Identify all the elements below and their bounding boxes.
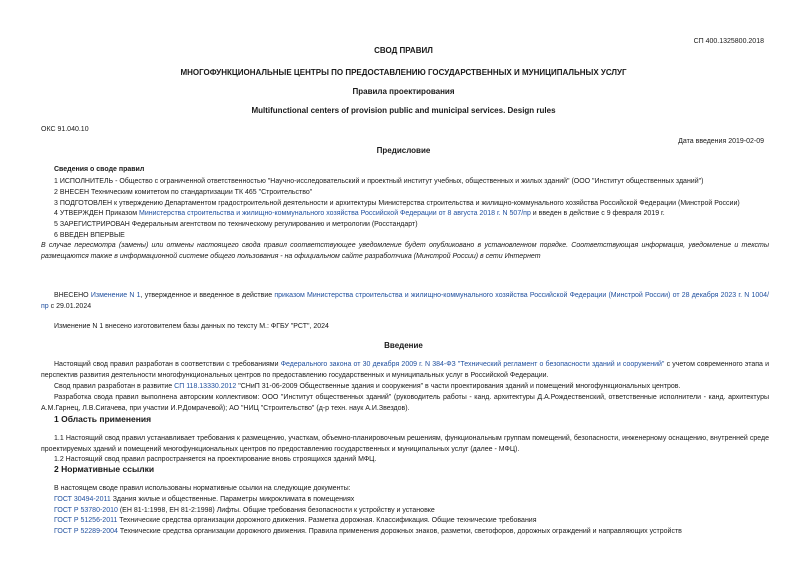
section-1-paragraph-2: 1.2 Настоящий свод правил распространяется на проектирование вновь строящихся зданий МФЦ. bbox=[54, 456, 377, 463]
preface-note: В случае пересмотра (замены) или отмены настоящего свода правил соответствующее уведомление будет опубликовано в установленном порядке. Соответствующая информация, уведомление и тексты размещаются также в информационной системе общего пользования - на официальном сайте разработчика (Минстрой России) в сети Интернет bbox=[41, 242, 769, 260]
doc-type-title: СВОД ПРАВИЛ bbox=[374, 46, 433, 55]
normative-ref-3: ГОСТ Р 51256-2011 Технические средства организации дорожного движения. Разметка дорожная. Классификация. Общие технические требования bbox=[54, 517, 537, 524]
amendment-1-link[interactable]: Изменение N 1 bbox=[90, 292, 141, 299]
federal-law-384-link[interactable]: Федерального закона от 30 декабря 2009 г. N 384-ФЗ "Технический регламент о безопасности зданий и сооружений" bbox=[280, 361, 665, 368]
normative-ref-1: ГОСТ 30494-2011 Здания жилые и общественные. Параметры микроклимата в помещениях bbox=[54, 496, 355, 503]
gost-r-53780-link[interactable]: ГОСТ Р 53780-2010 bbox=[54, 507, 118, 514]
preface-item-2: 2 ВНЕСЕН Техническим комитетом по стандартизации ТК 465 "Строительство" bbox=[54, 189, 313, 196]
preface-item-6: 6 ВВЕДЕН ВПЕРВЫЕ bbox=[54, 232, 125, 239]
preface-info-heading: Сведения о своде правил bbox=[54, 166, 145, 173]
doc-subtitle: Правила проектирования bbox=[352, 87, 455, 96]
preface-heading: Предисловие bbox=[376, 146, 431, 155]
section-2-heading: 2 Нормативные ссылки bbox=[54, 464, 155, 474]
doc-code: СП 400.1325800.2018 bbox=[693, 38, 764, 45]
intro-paragraph-1: Настоящий свод правил разработан в соответствии с требованиями Федерального закона от 30 декабря 2009 г. N 384-ФЗ "Технический регламент о безопасности зданий и сооружений" с учетом современного этапа и перспектив развития деятельности многофункциональных центров по предоставлению государственных и муниципальных услуг в Российской Федерации. bbox=[41, 361, 770, 379]
normative-ref-2: ГОСТ Р 53780-2010 (ЕН 81-1:1998, ЕН 81-2:1998) Лифты. Общие требования безопасности к устройству и установке bbox=[54, 507, 435, 514]
gost-30494-link[interactable]: ГОСТ 30494-2011 bbox=[54, 496, 111, 503]
doc-title-english: Multifunctional centers of provision public and municipal services. Design rules bbox=[251, 106, 556, 115]
gost-r-52289-link[interactable]: ГОСТ Р 52289-2004 bbox=[54, 528, 118, 535]
sp-118-link[interactable]: СП 118.13330.2012 bbox=[174, 383, 237, 390]
amendment-paragraph: ВНЕСЕНО Изменение N 1, утвержденное и введенное в действие приказом Министерства строительства и жилищно-коммунального хозяйства Российской Федерации (Минстрой России) от 28 декабря 2023 г. N 1004/пр с 29.01.2024 bbox=[41, 292, 770, 310]
preface-item-1: 1 ИСПОЛНИТЕЛЬ - Общество с ограниченной ответственностью "Научно-исследовательский и проектный институт учебных, общественных и жилых зданий" (ООО "Институт общественных зданий") bbox=[54, 178, 704, 185]
oks-code: ОКС 91.040.10 bbox=[41, 126, 89, 133]
section-2-lead: В настоящем своде правил использованы нормативные ссылки на следующие документы: bbox=[54, 485, 351, 492]
intro-paragraph-3: Разработка свода правил выполнена авторским коллективом: ООО "Институт общественных зданий" (руководитель работы - канд. архитектуры Д.А.Рождественский, ответственные исполнители - канд. архитектуры А.М.Гарнец, Л.В.Сигачева, при участии И.Р.Домрачевой); АО "НИЦ "Строительство" (д-р техн. наук А.И.Звездов). bbox=[41, 394, 769, 412]
gost-r-51256-link[interactable]: ГОСТ Р 51256-2011 bbox=[54, 517, 118, 524]
order-507-link[interactable]: Министерства строительства и жилищно-коммунального хозяйства Российской Федерации от 8 августа 2018 г. N 507/пр bbox=[139, 210, 531, 217]
preface-item-4: 4 УТВЕРЖДЕН Приказом Министерства строительства и жилищно-коммунального хозяйства Российской Федерации от 8 августа 2018 г. N 507/пр и введен в действие с 9 февраля 2019 г. bbox=[54, 210, 665, 217]
section-1-paragraph-1: 1.1 Настоящий свод правил устанавливает требования к размещению, участкам, объемно-планировочным решениям, функциональным группам помещений, безопасности, инженерному оснащению, внутренней среде проектируемых зданий и помещений многофункциональных центров по предоставлению государственных и муниципальных услуг (далее - МФЦ). bbox=[41, 435, 769, 453]
preface-item-3: 3 ПОДГОТОВЛЕН к утверждению Департаментом градостроительной деятельности и архитектуры Министерства строительства и жилищно-коммунального хозяйства Российской Федерации (Минстрой России) bbox=[54, 200, 740, 207]
normative-ref-4: ГОСТ Р 52289-2004 Технические средства организации дорожного движения. Правила применения дорожных знаков, разметки, светофоров, дорожных ограждений и направляющих устройств bbox=[54, 528, 682, 535]
intro-paragraph-2: Свод правил разработан в развитие СП 118.13330.2012 "СНиП 31-06-2009 Общественные здания и сооружения" в части проектирования зданий и помещений многофункциональных центров. bbox=[54, 383, 681, 390]
order-1004-link[interactable]: приказом Министерства строительства и жилищно-коммунального хозяйства Российской Федерации (Минстрой России) от 28 декабря 2023 г. N 1004/пр bbox=[41, 292, 770, 310]
amendment-note: Изменение N 1 внесено изготовителем базы данных по тексту М.: ФГБУ "РСТ", 2024 bbox=[54, 323, 329, 330]
intro-heading: Введение bbox=[384, 341, 423, 350]
intro-date: Дата введения 2019-02-09 bbox=[678, 138, 764, 145]
doc-title: МНОГОФУНКЦИОНАЛЬНЫЕ ЦЕНТРЫ ПО ПРЕДОСТАВЛЕНИЮ ГОСУДАРСТВЕННЫХ И МУНИЦИПАЛЬНЫХ УСЛУГ bbox=[180, 68, 627, 77]
section-1-heading: 1 Область применения bbox=[54, 414, 152, 424]
preface-item-5: 5 ЗАРЕГИСТРИРОВАН Федеральным агентством по техническому регулированию и метрологии (Росстандарт) bbox=[54, 221, 418, 228]
